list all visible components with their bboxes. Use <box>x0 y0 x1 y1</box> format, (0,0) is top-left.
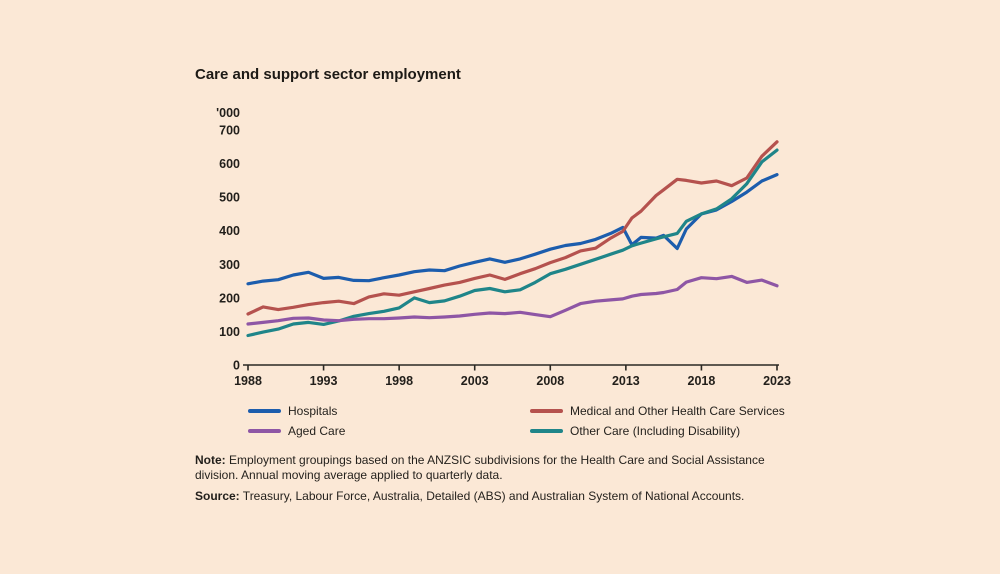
y-tick-label: 600 <box>219 157 240 172</box>
x-tick-label: 2013 <box>611 374 640 388</box>
y-tick-label: 500 <box>219 190 240 205</box>
legend-label-aged-care: Aged Care <box>288 424 346 438</box>
x-tick-label: 1988 <box>234 374 262 388</box>
legend-item-aged-care <box>248 424 345 438</box>
series-line-medical-and-other-health-care-services <box>248 142 777 314</box>
series-line-other-care-including-disability <box>248 150 777 335</box>
chart-title: Care and support sector employment <box>195 66 461 83</box>
y-tick-label: 300 <box>219 257 240 272</box>
chart-note <box>195 453 780 484</box>
x-tick-label: 2003 <box>460 374 489 388</box>
y-tick-label: 400 <box>219 224 240 239</box>
aged-care-line-swatch <box>248 429 281 433</box>
hospitals-line-swatch <box>248 409 281 413</box>
legend-label-other-care: Other Care (Including Disability) <box>570 424 741 438</box>
medical-line-swatch <box>530 409 563 413</box>
series-line-aged-care <box>248 276 777 324</box>
other-care-line-swatch <box>530 429 563 433</box>
legend-item-hospitals <box>248 404 337 418</box>
series-line-hospitals <box>248 175 777 284</box>
x-tick-label: 2023 <box>763 374 791 388</box>
legend-label-medical: Medical and Other Health Care Services <box>570 404 785 418</box>
legend-item-medical <box>530 404 785 418</box>
chart-source <box>195 489 785 504</box>
source-text: Treasury, Labour Force, Australia, Detailed (ABS) and Australian System of National Accounts. <box>239 489 745 503</box>
source-label: Source: <box>195 489 240 503</box>
note-label: Note: <box>195 453 226 467</box>
chart-area <box>195 100 805 395</box>
x-tick-label: 1993 <box>309 374 338 388</box>
x-tick-label: 2018 <box>687 374 716 388</box>
y-tick-label: 0 <box>233 358 240 373</box>
y-tick-label: 700 <box>219 123 240 138</box>
chart-svg <box>195 100 805 395</box>
note-text: Employment groupings based on the ANZSIC subdivisions for the Health Care and Social Assistance division. Annual moving average applied to quarterly data. <box>195 453 765 483</box>
y-tick-label: 100 <box>219 324 240 339</box>
x-tick-label: 1998 <box>385 374 414 388</box>
y-axis-unit-label: '000 <box>216 106 240 120</box>
y-tick-label: 200 <box>219 291 240 306</box>
legend-label-hospitals: Hospitals <box>288 404 338 418</box>
x-tick-label: 2008 <box>536 374 565 388</box>
legend-item-other-care <box>530 424 740 438</box>
